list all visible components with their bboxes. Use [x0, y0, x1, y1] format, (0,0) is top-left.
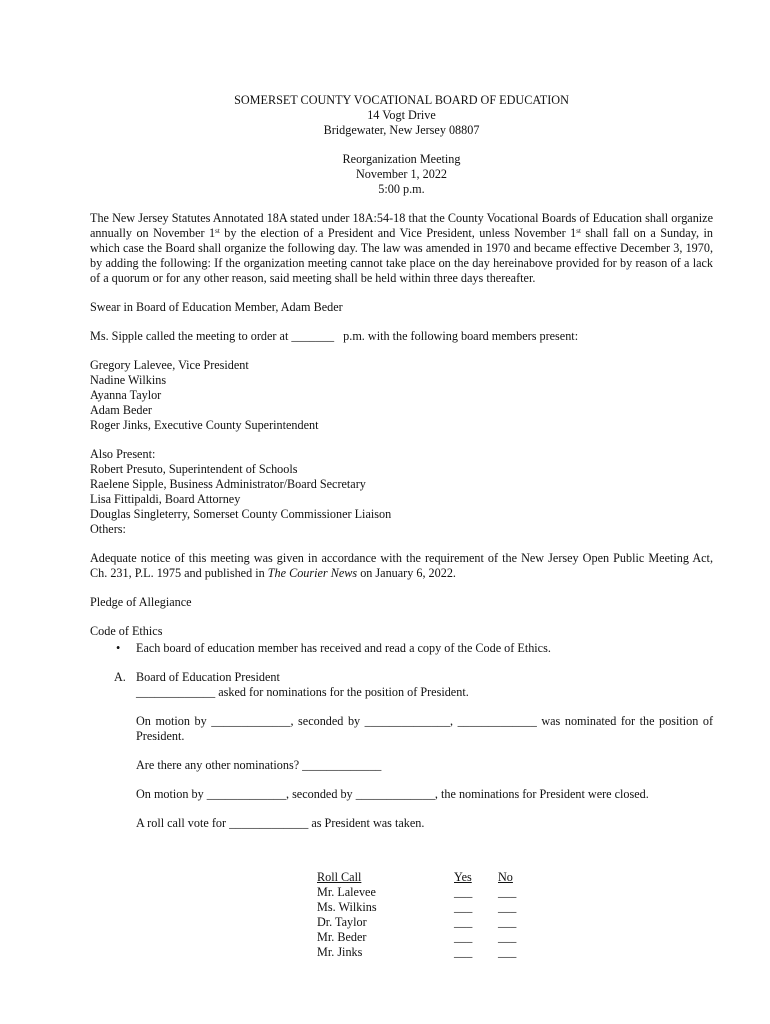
also-present-item: Others: — [90, 522, 126, 536]
members-present-list — [90, 358, 713, 433]
statute-text-1: The New Jersey Statutes Annotated 18A stated under 18A:54-18 that the County Vocational Boards of Education shall organize annually on November 1 — [90, 211, 713, 240]
roll-call-vote-line: A roll call vote for _____________ as President was taken. — [136, 816, 425, 830]
address-line-2: Bridgewater, New Jersey 08807 — [323, 123, 480, 137]
no-blank: ___ — [498, 945, 517, 959]
yes-blank: ___ — [454, 915, 473, 929]
section-marker: A. — [114, 670, 126, 684]
motion-line: On motion by _____________, seconded by ______________, _____________ was nominated for the position of President. — [136, 714, 713, 743]
member-item: Roger Jinks, Executive County Superintendent — [90, 418, 319, 432]
no-blank: ___ — [498, 885, 517, 899]
code-of-ethics-list — [90, 641, 713, 656]
code-of-ethics-bullet: • Each board of education member has received and read a copy of the Code of Ethics. — [136, 641, 713, 656]
roll-call-name: Mr. Lalevee — [317, 885, 376, 899]
newspaper-name: The Courier News — [267, 566, 358, 580]
notice-text-1: Adequate notice of this meeting was given in accordance with the requirement of the New Jersey Open Public Meeting Act, Ch. 231, P.L. 1975 and published in — [90, 551, 713, 580]
member-item: Ayanna Taylor — [90, 388, 162, 402]
no-header: No — [498, 870, 513, 884]
yes-blank: ___ — [454, 885, 473, 899]
roll-call-row — [317, 900, 538, 915]
code-of-ethics-heading: Code of Ethics — [90, 624, 163, 638]
roll-call-name: Dr. Taylor — [317, 915, 367, 929]
nominations-closed-line: On motion by _____________, seconded by _____________, the nominations for President were closed. — [136, 787, 649, 801]
member-item: Adam Beder — [90, 403, 152, 417]
org-name: SOMERSET COUNTY VOCATIONAL BOARD OF EDUCATION — [234, 93, 569, 107]
statute-text-3: shall fall on a Sunday, in which case the Board shall organize the following day. The law was amended in 1970 and became effective December 3, 1970, by adding the following: If the organization meeting cannot take place on the day hereinabove provided for by reason of a lack of a quorum or for any other reason, said meeting shall be held within three days thereafter. — [90, 226, 713, 285]
yes-blank: ___ — [454, 945, 473, 959]
also-present-list — [90, 447, 713, 537]
roll-call-table — [317, 870, 538, 960]
notice-paragraph — [90, 551, 713, 581]
roll-call-header: Roll Call — [317, 870, 362, 884]
no-blank: ___ — [498, 900, 517, 914]
document-page — [90, 93, 713, 959]
meeting-time: 5:00 p.m. — [378, 182, 425, 196]
member-item: Nadine Wilkins — [90, 373, 167, 387]
roll-call-header-row — [317, 870, 538, 885]
yes-header: Yes — [454, 870, 472, 884]
no-blank: ___ — [498, 915, 517, 929]
also-present-item: Raelene Sipple, Business Administrator/Board Secretary — [90, 477, 366, 491]
roll-call-row — [317, 945, 538, 960]
also-present-item: Robert Presuto, Superintendent of Schools — [90, 462, 298, 476]
letterhead — [90, 93, 713, 197]
meeting-title: Reorganization Meeting — [342, 152, 461, 166]
statute-superscript-2: st — [576, 227, 581, 235]
nominations-call-line: _____________ asked for nominations for the position of President. — [136, 685, 469, 699]
call-to-order-line: Ms. Sipple called the meeting to order at _______ p.m. with the following board members present: — [90, 329, 579, 343]
address-line-1: 14 Vogt Drive — [367, 108, 436, 122]
also-present-item: Douglas Singleterry, Somerset County Commissioner Liaison — [90, 507, 392, 521]
roll-call-row — [317, 930, 538, 945]
notice-text-2: on January 6, 2022. — [357, 566, 456, 580]
meeting-date: November 1, 2022 — [355, 167, 448, 181]
member-item: Gregory Lalevee, Vice President — [90, 358, 249, 372]
swear-in-line: Swear in Board of Education Member, Adam Beder — [90, 300, 343, 314]
roll-call-name: Mr. Jinks — [317, 945, 363, 959]
yes-blank: ___ — [454, 930, 473, 944]
yes-blank: ___ — [454, 900, 473, 914]
other-nominations-line: Are there any other nominations? _____________ — [136, 758, 382, 772]
roll-call-name: Mr. Beder — [317, 930, 367, 944]
roll-call-row — [317, 885, 538, 900]
section-title: Board of Education President — [136, 670, 280, 684]
roll-call-name: Ms. Wilkins — [317, 900, 377, 914]
statute-text-2: by the election of a President and Vice President, unless November 1 — [219, 226, 577, 240]
no-blank: ___ — [498, 930, 517, 944]
pledge-line: Pledge of Allegiance — [90, 595, 192, 609]
also-present-item: Lisa Fittipaldi, Board Attorney — [90, 492, 241, 506]
statute-paragraph — [90, 211, 713, 286]
statute-superscript-1: st — [215, 227, 220, 235]
also-present-heading: Also Present: — [90, 447, 156, 461]
roll-call-row — [317, 915, 538, 930]
section-a-president — [114, 670, 713, 831]
